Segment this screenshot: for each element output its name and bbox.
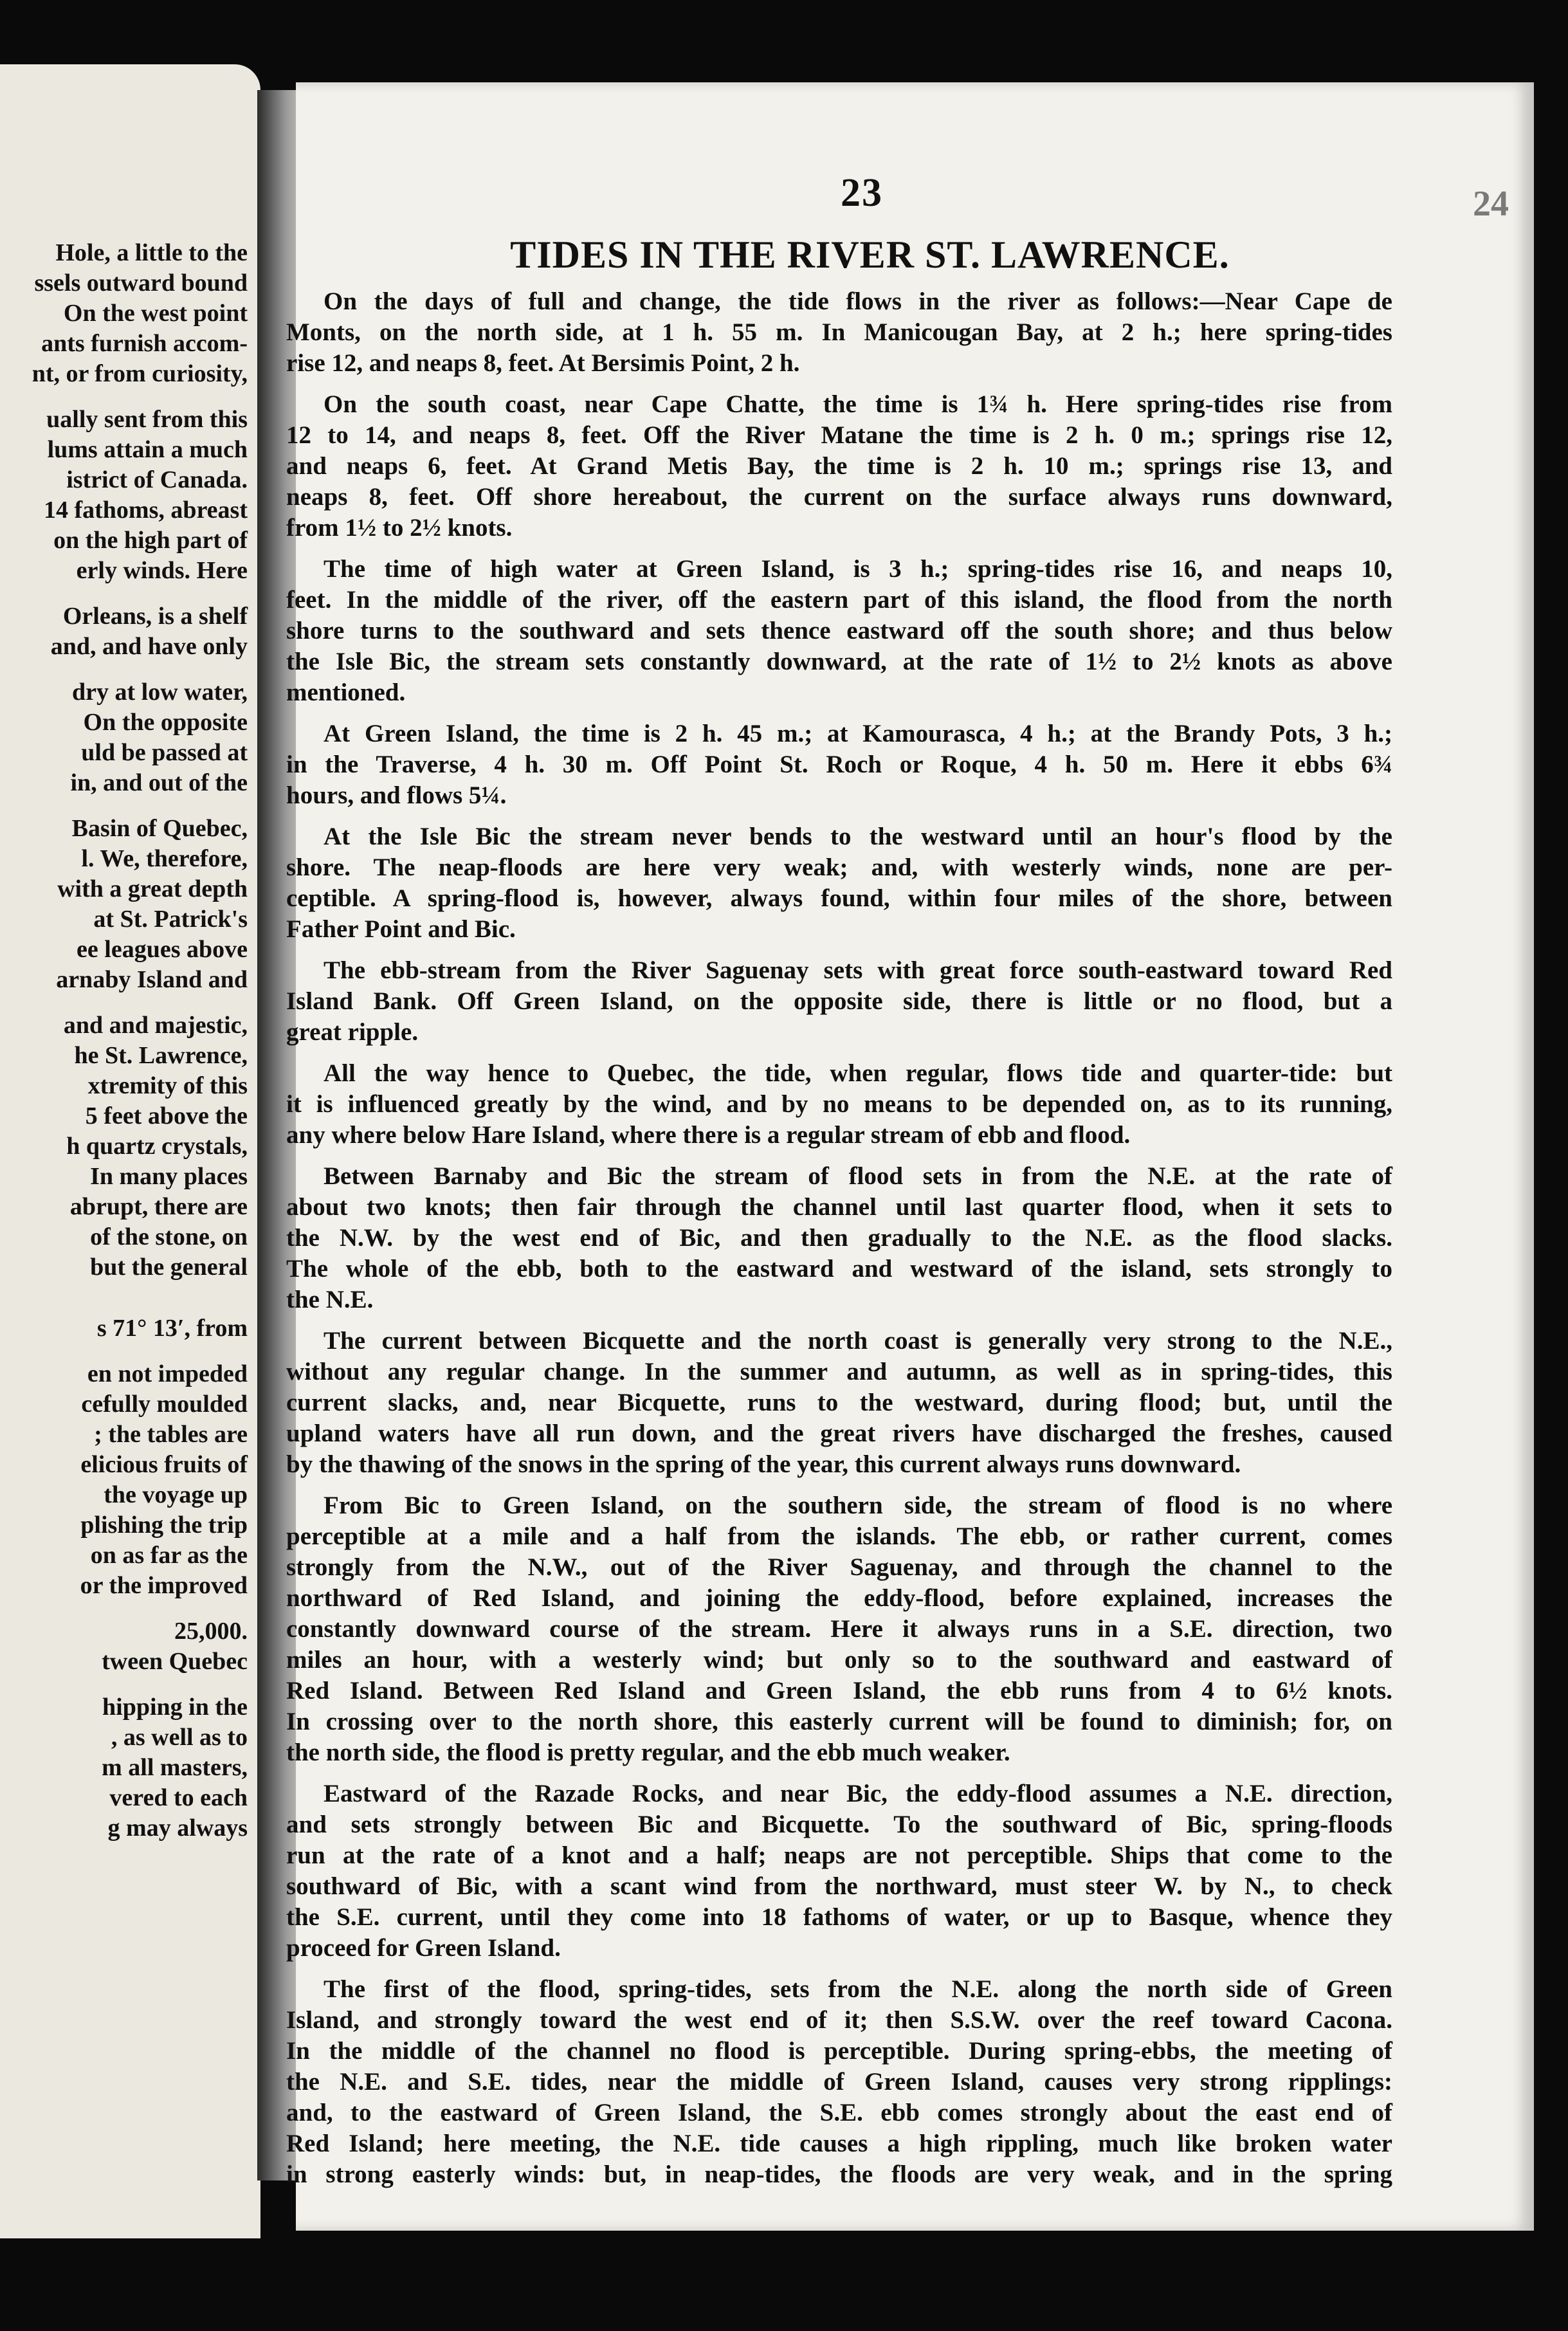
facing-page-line: xtremity of this: [87, 1072, 248, 1099]
facing-page-line: abrupt, there are: [69, 1193, 248, 1220]
facing-page-line: ants furnish accom-: [41, 330, 248, 357]
text-line: strongly from the N.W., out of the River Saguenay, and through the channel to the: [286, 1553, 1392, 1581]
paragraph: [286, 1490, 1392, 1768]
facing-page-line: istrict of Canada.: [66, 466, 248, 493]
facing-page-line: , as well as to: [111, 1724, 248, 1751]
paragraph: [286, 389, 1392, 544]
text-line: All the way hence to Quebec, the tide, when regular, flows tide and quarter-tide: but: [324, 1059, 1392, 1087]
text-line: From Bic to Green Island, on the southern side, the stream of flood is no where: [324, 1492, 1392, 1519]
text-line: The whole of the ebb, both to the eastward and westward of the island, sets strongly to: [286, 1255, 1392, 1283]
facing-page-line: [0, 1677, 248, 1692]
facing-page-line: on the high part of: [53, 527, 248, 554]
facing-page-line: ; the tables are: [94, 1421, 248, 1448]
text-line: and neaps 6, feet. At Grand Metis Bay, the time is 2 h. 10 m.; springs rise 13, and: [286, 452, 1392, 480]
facing-page-line: [0, 1283, 248, 1298]
facing-page-line: g may always: [107, 1815, 248, 1842]
text-line: run at the rate of a knot and a half; neaps are not perceptible. Ships that come to the: [286, 1842, 1392, 1869]
facing-page-line: vered to each: [109, 1784, 248, 1811]
facing-page-line: lums attain a much: [47, 436, 248, 463]
text-line: The current between Bicquette and the north coast is generally very strong to the N.E.,: [324, 1327, 1392, 1355]
facing-page-line: 5 feet above the: [85, 1102, 248, 1129]
facing-page-left: [0, 64, 260, 2238]
paragraph: [286, 1161, 1392, 1315]
facing-page-line: plishing the trip: [80, 1512, 248, 1539]
text-line: by the thawing of the snows in the spring of the year, this current always runs downward.: [286, 1450, 1241, 1478]
text-line: from 1½ to 2½ knots.: [286, 514, 513, 542]
facing-page-line: cefully moulded: [81, 1391, 248, 1418]
text-line: it is influenced greatly by the wind, and by no means to be depended on, as to its running,: [286, 1090, 1392, 1118]
text-line: shore. The neap-floods are here very weak; and, with westerly winds, none are per-: [286, 854, 1392, 881]
text-line: neaps 8, feet. Off shore hereabout, the current on the surface always runs downward,: [286, 483, 1392, 511]
text-line: Red Island. Between Red Island and Green Island, the ebb runs from 4 to 6½ knots.: [286, 1677, 1392, 1705]
paragraph: [286, 286, 1392, 379]
facing-page-line: he St. Lawrence,: [74, 1042, 248, 1069]
text-line: in strong easterly winds: but, in neap-tides, the floods are very weak, and in the spring: [286, 2161, 1392, 2188]
facing-page-line: [0, 995, 248, 1010]
text-line: 12 to 14, and neaps 8, feet. Off the River Matane the time is 2 h. 0 m.; springs rise 12,: [286, 421, 1392, 449]
facing-page-line: 25,000.: [174, 1618, 248, 1645]
facing-page-line: on as far as the: [90, 1542, 248, 1569]
facing-page-line: elicious fruits of: [80, 1451, 248, 1478]
facing-page-line: of the stone, on: [90, 1223, 248, 1250]
text-line: In the middle of the channel no flood is perceptible. During spring-ebbs, the meeting of: [286, 2037, 1392, 2065]
text-line: Eastward of the Razade Rocks, and near Bic, the eddy-flood assumes a N.E. direction,: [324, 1780, 1392, 1807]
text-line: the Isle Bic, the stream sets constantly downward, at the rate of 1½ to 2½ knots as above: [286, 648, 1392, 675]
text-line: and, to the eastward of Green Island, the S.E. ebb comes strongly about the east end of: [286, 2099, 1392, 2126]
text-line: current slacks, and, near Bicquette, runs to the westward, during flood; but, until the: [286, 1389, 1392, 1416]
facing-page-line: Hole, a little to the: [55, 239, 248, 266]
facing-page-line: [0, 1601, 248, 1616]
page-number: 23: [841, 171, 883, 215]
facing-page-line: l. We, therefore,: [81, 845, 248, 872]
facing-page-line: On the opposite: [83, 709, 248, 736]
text-line: northward of Red Island, and joining the eddy-flood, before explained, increases the: [286, 1584, 1392, 1612]
text-line: the north side, the flood is pretty regular, and the ebb much weaker.: [286, 1739, 1010, 1766]
text-line: constantly downward course of the stream. Here it always runs in a S.E. direction, two: [286, 1615, 1392, 1643]
text-line: about two knots; then fair through the channel until last quarter flood, when it sets to: [286, 1193, 1392, 1221]
text-line: At Green Island, the time is 2 h. 45 m.; at Kamourasca, 4 h.; at the Brandy Pots, 3 h.;: [324, 720, 1392, 747]
facing-page-line: 14 fathoms, abreast: [43, 497, 248, 524]
text-line: The time of high water at Green Island, is 3 h.; spring-tides rise 16, and neaps 10,: [324, 555, 1392, 583]
facing-page-line: [0, 586, 248, 601]
text-line: in the Traverse, 4 h. 30 m. Off Point St. Roch or Roque, 4 h. 50 m. Here it ebbs 6¾: [286, 751, 1392, 778]
text-line: Island, and strongly toward the west end of it; then S.S.W. over the reef toward Cacona.: [286, 2006, 1392, 2034]
facing-page-line: ually sent from this: [46, 406, 248, 433]
paragraph: [286, 1058, 1392, 1151]
facing-page-line: [0, 798, 248, 814]
facing-page-line: On the west point: [63, 300, 248, 327]
page-title: TIDES IN THE RIVER ST. LAWRENCE.: [510, 233, 1230, 276]
facing-page-line: ssels outward bound: [34, 270, 248, 297]
facing-page-line: and and majestic,: [63, 1012, 248, 1039]
text-line: southward of Bic, with a scant wind from the northward, must steer W. by N., to check: [286, 1872, 1392, 1900]
facing-page-line: m all masters,: [102, 1754, 248, 1781]
text-line: Between Barnaby and Bic the stream of flood sets in from the N.E. at the rate of: [324, 1162, 1392, 1190]
facing-page-line: the voyage up: [104, 1481, 248, 1508]
facing-page-line: but the general: [90, 1254, 248, 1281]
facing-page-line: erly winds. Here: [76, 557, 248, 584]
facing-page-line: hipping in the: [102, 1694, 248, 1721]
facing-page-line: In many places: [90, 1163, 248, 1190]
text-line: The ebb-stream from the River Saguenay sets with great force south-eastward toward Red: [324, 956, 1392, 984]
text-line: Father Point and Bic.: [286, 915, 516, 943]
facing-page-line: nt, or from curiosity,: [32, 360, 248, 387]
text-line: the S.E. current, until they come into 18 fathoms of water, or up to Basque, whence they: [286, 1903, 1392, 1931]
paragraph: [286, 554, 1392, 708]
facing-page-line: en not impeded: [87, 1360, 248, 1387]
facing-page-line: in, and out of the: [70, 769, 248, 796]
text-line: the N.E. and S.E. tides, near the middle of Green Island, causes very strong ripplings:: [286, 2068, 1392, 2096]
text-line: In crossing over to the north shore, this easterly current will be found to diminish; for, on: [286, 1708, 1392, 1735]
text-line: without any regular change. In the summer and autumn, as well as in spring-tides, this: [286, 1358, 1392, 1385]
text-line: hours, and flows 5¼.: [286, 782, 507, 809]
text-line: miles an hour, with a westerly wind; but only so to the southward and eastward of: [286, 1646, 1392, 1674]
facing-page-line: [0, 1344, 248, 1359]
text-line: At the Isle Bic the stream never bends to the westward until an hour's flood by the: [324, 823, 1392, 850]
text-line: shore turns to the southward and sets thence eastward off the south shore; and thus below: [286, 617, 1392, 644]
paragraph: [286, 718, 1392, 811]
facing-page-line: tween Quebec: [102, 1648, 248, 1675]
facing-page-line: [0, 389, 248, 405]
paragraph: [286, 955, 1392, 1048]
facing-page-line: Orleans, is a shelf: [62, 603, 248, 630]
facing-page-line: arnaby Island and: [56, 966, 248, 993]
text-line: great ripple.: [286, 1018, 419, 1046]
paragraph: [286, 1778, 1392, 1964]
body-text: [286, 286, 1392, 2200]
text-line: Monts, on the north side, at 1 h. 55 m. In Manicougan Bay, at 2 h.; here spring-tides: [286, 318, 1392, 346]
text-line: Red Island; here meeting, the N.E. tide causes a high rippling, much like broken water: [286, 2130, 1392, 2157]
facing-page-line: with a great depth: [57, 875, 248, 902]
text-line: mentioned.: [286, 679, 406, 706]
text-line: any where below Hare Island, where there is a regular stream of ebb and flood.: [286, 1121, 1131, 1149]
text-line: rise 12, and neaps 8, feet. At Bersimis Point, 2 h.: [286, 349, 800, 377]
text-line: upland waters have all run down, and the great rivers have discharged the freshes, caused: [286, 1420, 1392, 1447]
facing-page-line: ee leagues above: [77, 936, 248, 963]
facing-page-line: h quartz crystals,: [66, 1133, 248, 1160]
text-line: The first of the flood, spring-tides, sets from the N.E. along the north side of Green: [324, 1975, 1392, 2003]
text-line: perceptible at a mile and a half from the islands. The ebb, or rather current, comes: [286, 1522, 1392, 1550]
text-line: and sets strongly between Bic and Bicquette. To the southward of Bic, spring-floods: [286, 1811, 1392, 1838]
text-line: ceptible. A spring-flood is, however, always found, within four miles of the shore, between: [286, 884, 1392, 912]
text-line: On the days of full and change, the tide flows in the river as follows:—Near Cape de: [324, 288, 1392, 315]
text-line: feet. In the middle of the river, off the eastern part of this island, the flood from the north: [286, 586, 1392, 614]
text-line: the N.E.: [286, 1286, 374, 1313]
facing-page-line: uld be passed at: [81, 739, 248, 766]
facing-page-text: [0, 238, 248, 1843]
paragraph: [286, 1974, 1392, 2190]
facing-page-line: s 71° 13′, from: [96, 1315, 248, 1342]
text-line: On the south coast, near Cape Chatte, the time is 1¾ h. Here spring-tides rise from: [324, 390, 1392, 418]
facing-page-line: [0, 1298, 248, 1313]
facing-page-line: and, and have only: [50, 633, 248, 660]
facing-page-line: at St. Patrick's: [93, 906, 248, 933]
facing-page-line: [0, 662, 248, 677]
facing-page-line: Basin of Quebec,: [71, 815, 248, 842]
paragraph: [286, 821, 1392, 945]
next-page-number-bleed: 24: [1473, 184, 1509, 224]
paragraph: [286, 1326, 1392, 1480]
text-line: the N.W. by the west end of Bic, and then gradually to the N.E. as the flood slacks.: [286, 1224, 1392, 1252]
facing-page-line: or the improved: [80, 1572, 248, 1599]
facing-page-line: dry at low water,: [72, 679, 248, 706]
text-line: proceed for Green Island.: [286, 1934, 561, 1962]
text-line: Island Bank. Off Green Island, on the opposite side, there is little or no flood, but a: [286, 987, 1392, 1015]
